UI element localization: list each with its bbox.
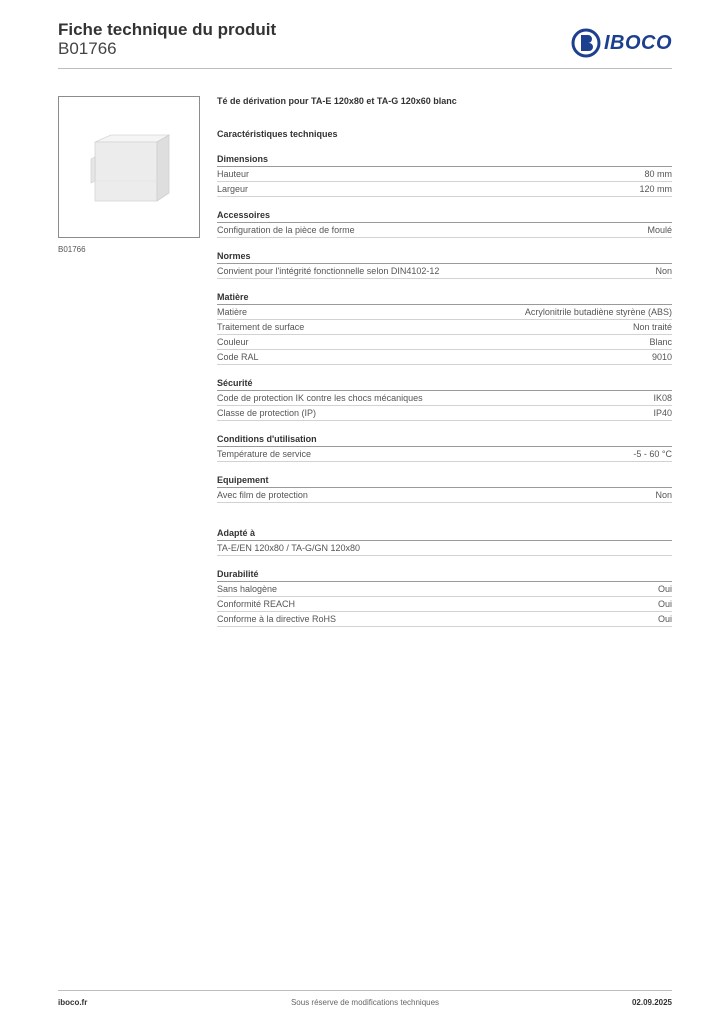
spec-label: Conformité REACH — [217, 599, 296, 609]
spec-label: Code de protection IK contre les chocs mécaniques — [217, 393, 423, 403]
spec-value: Oui — [657, 584, 672, 594]
spec-row — [217, 612, 672, 627]
spec-value: IP40 — [653, 408, 672, 418]
section-title: Accessoires — [217, 209, 672, 223]
spec-section — [217, 433, 672, 462]
logo-wordmark: IBOCO — [603, 31, 672, 54]
spec-value: IK08 — [653, 393, 672, 403]
spec-label: Hauteur — [217, 169, 250, 179]
spec-label: TA-E/EN 120x80 / TA-G/GN 120x80 — [217, 543, 361, 553]
spec-section — [217, 377, 672, 421]
spec-row — [217, 182, 672, 197]
spec-row — [217, 406, 672, 421]
spec-content — [217, 92, 672, 627]
spec-label: Avec film de protection — [217, 490, 308, 500]
spec-row — [217, 541, 672, 556]
spec-label: Sans halogène — [217, 584, 278, 594]
section-title: Durabilité — [217, 568, 672, 582]
spec-section — [217, 527, 672, 556]
spec-label: Conforme à la directive RoHS — [217, 614, 337, 624]
spec-row — [217, 391, 672, 406]
spec-value: Oui — [657, 614, 672, 624]
image-caption: B01766 — [58, 245, 86, 254]
spec-value: Non traité — [632, 322, 672, 332]
spec-row — [217, 488, 672, 503]
spec-section — [217, 474, 672, 503]
spec-value: 120 mm — [639, 184, 672, 194]
spec-label: Code RAL — [217, 352, 259, 362]
spec-label: Température de service — [217, 449, 312, 459]
spec-label: Largeur — [217, 184, 249, 194]
spec-value: 80 mm — [644, 169, 672, 179]
spec-section — [217, 291, 672, 365]
section-title: Conditions d'utilisation — [217, 433, 672, 447]
spec-value: Moulé — [647, 225, 672, 235]
spec-label: Couleur — [217, 337, 249, 347]
spec-row — [217, 335, 672, 350]
spec-section — [217, 568, 672, 627]
spec-value: Non — [655, 266, 672, 276]
footer-website[interactable]: iboco.fr — [58, 998, 88, 1007]
spec-section — [217, 209, 672, 238]
spec-label: Matière — [217, 307, 248, 317]
section-title: Equipement — [217, 474, 672, 488]
footer-date: 02.09.2025 — [631, 998, 672, 1007]
spec-row — [217, 320, 672, 335]
spec-row — [217, 350, 672, 365]
iboco-logo-icon — [571, 28, 601, 58]
product-illustration — [59, 97, 199, 237]
page-footer — [58, 998, 672, 1012]
spec-row — [217, 264, 672, 279]
spec-label: Configuration de la pièce de forme — [217, 225, 355, 235]
spec-row — [217, 447, 672, 462]
spec-row — [217, 597, 672, 612]
spec-section — [217, 250, 672, 279]
document-title: Fiche technique du produit — [58, 20, 277, 39]
spec-value: 9010 — [651, 352, 672, 362]
page-header — [58, 20, 672, 68]
header-divider — [58, 68, 672, 69]
spec-value: Acrylonitrile butadiène styrène (ABS) — [524, 307, 672, 317]
spec-value: Oui — [657, 599, 672, 609]
section-title: Dimensions — [217, 153, 672, 167]
spec-section — [217, 153, 672, 197]
footer-divider — [58, 990, 672, 991]
spec-row — [217, 167, 672, 182]
section-title: Sécurité — [217, 377, 672, 391]
spec-label: Traitement de surface — [217, 322, 305, 332]
section-title: Matière — [217, 291, 672, 305]
section-title: Adapté à — [217, 527, 672, 541]
spec-row — [217, 223, 672, 238]
spec-label: Classe de protection (IP) — [217, 408, 317, 418]
spec-heading: Caractéristiques techniques — [217, 129, 338, 139]
spec-value: Blanc — [649, 337, 672, 347]
spec-sections — [217, 153, 672, 627]
spec-row — [217, 305, 672, 320]
brand-logo — [571, 27, 672, 59]
product-image — [58, 96, 200, 238]
spec-value: Non — [655, 490, 672, 500]
section-title: Normes — [217, 250, 672, 264]
product-code: B01766 — [58, 39, 117, 58]
spec-row — [217, 582, 672, 597]
spec-label: Convient pour l'intégrité fonctionnelle selon DIN4102-12 — [217, 266, 440, 276]
footer-note: Sous réserve de modifications techniques — [290, 998, 440, 1007]
spec-value: -5 - 60 °C — [633, 449, 672, 459]
product-name: Té de dérivation pour TA-E 120x80 et TA-G 120x60 blanc — [217, 96, 457, 106]
